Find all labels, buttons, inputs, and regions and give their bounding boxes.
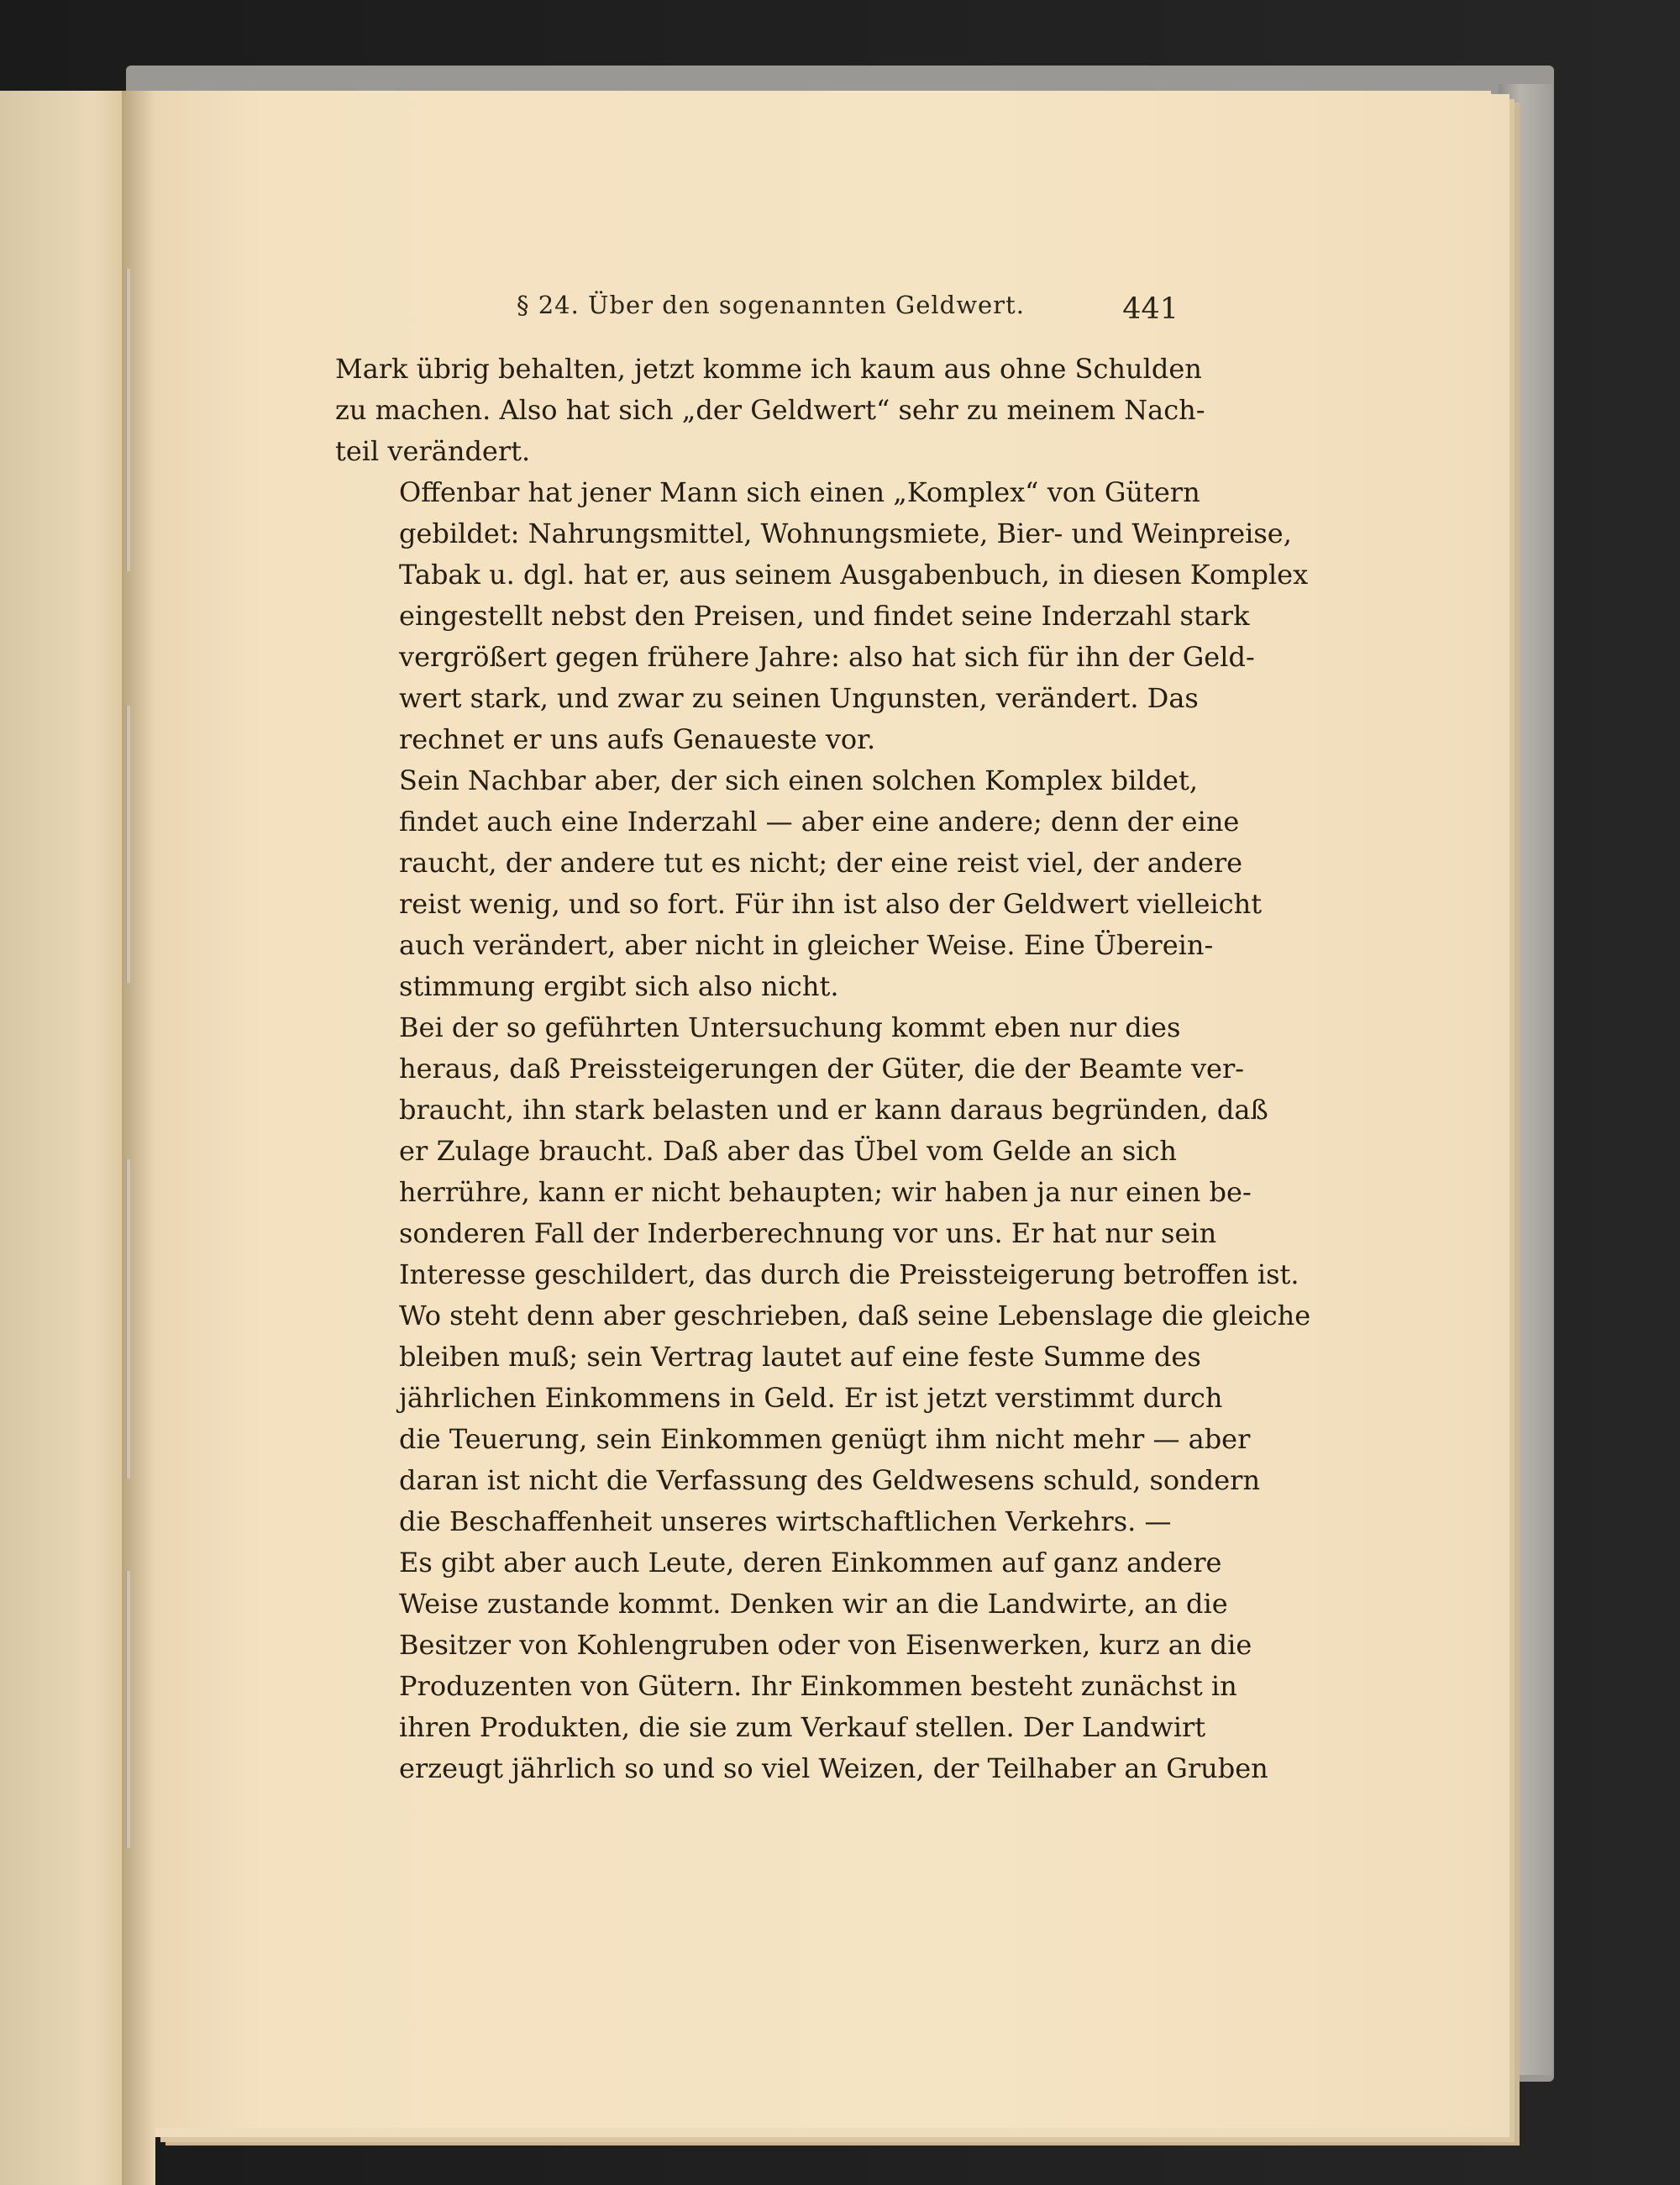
binding-stitch xyxy=(126,1159,130,1479)
body-text xyxy=(335,349,1311,1789)
text-line: jährlichen Einkommens in Geld. Er ist jetzt verstimmt durch xyxy=(399,1382,1223,1414)
text-line: braucht, ihn stark belasten und er kann daraus begründen, daß xyxy=(399,1094,1268,1126)
text-line: erzeugt jährlich so und so viel Weizen, der Teilhaber an Gruben xyxy=(399,1752,1268,1784)
text-line: Mark übrig behalten, jetzt komme ich kaum aus ohne Schulden xyxy=(335,353,1202,385)
text-line: Bei der so geführten Untersuchung kommt eben nur dies xyxy=(399,1011,1181,1043)
text-line: die Teuerung, sein Einkommen genügt ihm nicht mehr — aber xyxy=(399,1423,1251,1455)
text-line: Tabak u. dgl. hat er, aus seinem Ausgabenbuch, in diesen Komplex xyxy=(399,559,1309,591)
text-line: stimmung ergibt sich also nicht. xyxy=(399,970,839,1002)
text-line: herrühre, kann er nicht behaupten; wir haben ja nur einen be- xyxy=(399,1176,1252,1208)
text-line: ihren Produkten, die sie zum Verkauf stellen. Der Landwirt xyxy=(399,1711,1206,1743)
text-line: auch verändert, aber nicht in gleicher Weise. Eine Überein- xyxy=(399,929,1214,961)
binding-stitch xyxy=(126,269,130,571)
text-line: reist wenig, und so fort. Für ihn ist also der Geldwert vielleicht xyxy=(399,888,1263,920)
page-number: 441 xyxy=(1122,292,1179,326)
text-line: rechnet er uns aufs Genaueste vor. xyxy=(399,723,876,755)
text-line: Wo steht denn aber geschrieben, daß seine Lebenslage die gleiche xyxy=(399,1300,1311,1331)
text-line: Offenbar hat jener Mann sich einen „Komplex“ von Gütern xyxy=(399,476,1200,508)
text-line: Weise zustande kommt. Denken wir an die Landwirte, an die xyxy=(399,1588,1228,1620)
text-line: sonderen Fall der Inderberechnung vor uns. Er hat nur sein xyxy=(399,1217,1217,1249)
text-line: teil verändert. xyxy=(335,435,531,467)
text-line: wert stark, und zwar zu seinen Ungunsten, verändert. Das xyxy=(399,682,1199,714)
text-line: findet auch eine Inderzahl — aber eine andere; denn der eine xyxy=(399,806,1240,838)
paragraph xyxy=(335,1542,1268,1789)
binding-stitch xyxy=(126,706,130,983)
text-line: gebildet: Nahrungsmittel, Wohnungsmiete, Bier- und Weinpreise, xyxy=(399,517,1292,549)
text-line: Besitzer von Kohlengruben oder von Eisenwerken, kurz an die xyxy=(399,1629,1252,1661)
text-line: er Zulage braucht. Daß aber das Übel vom Gelde an sich xyxy=(399,1135,1177,1167)
text-line: eingestellt nebst den Preisen, und findet seine Inderzahl stark xyxy=(399,600,1250,632)
paragraph xyxy=(335,349,1205,472)
text-line: die Beschaffenheit unseres wirtschaftlichen Verkehrs. — xyxy=(399,1505,1172,1537)
text-line: raucht, der andere tut es nicht; der eine reist viel, der andere xyxy=(399,847,1243,879)
text-line: heraus, daß Preissteigerungen der Güter, die der Beamte ver- xyxy=(399,1053,1245,1085)
text-line: Es gibt aber auch Leute, deren Einkommen auf ganz andere xyxy=(399,1547,1222,1578)
paragraph xyxy=(335,472,1309,760)
text-line: Interesse geschildert, das durch die Preissteigerung betroffen ist. xyxy=(399,1258,1299,1290)
text-line: bleiben muß; sein Vertrag lautet auf eine feste Summe des xyxy=(399,1341,1201,1373)
text-line: zu machen. Also hat sich „der Geldwert“ sehr zu meinem Nach- xyxy=(335,394,1205,426)
section-title: § 24. Über den sogenannten Geldwert. xyxy=(517,291,1025,319)
paragraph xyxy=(335,1007,1311,1542)
running-header xyxy=(319,284,1179,334)
text-line: daran ist nicht die Verfassung des Geldwesens schuld, sondern xyxy=(399,1464,1261,1496)
text-line: Produzenten von Gütern. Ihr Einkommen besteht zunächst in xyxy=(399,1670,1237,1702)
text-line: Sein Nachbar aber, der sich einen solchen Komplex bildet, xyxy=(399,764,1198,796)
binding-stitch xyxy=(126,1571,130,1848)
paragraph xyxy=(335,760,1263,1007)
text-line: vergrößert gegen frühere Jahre: also hat sich für ihn der Geld- xyxy=(399,641,1255,673)
left-page-edge xyxy=(0,91,134,2185)
